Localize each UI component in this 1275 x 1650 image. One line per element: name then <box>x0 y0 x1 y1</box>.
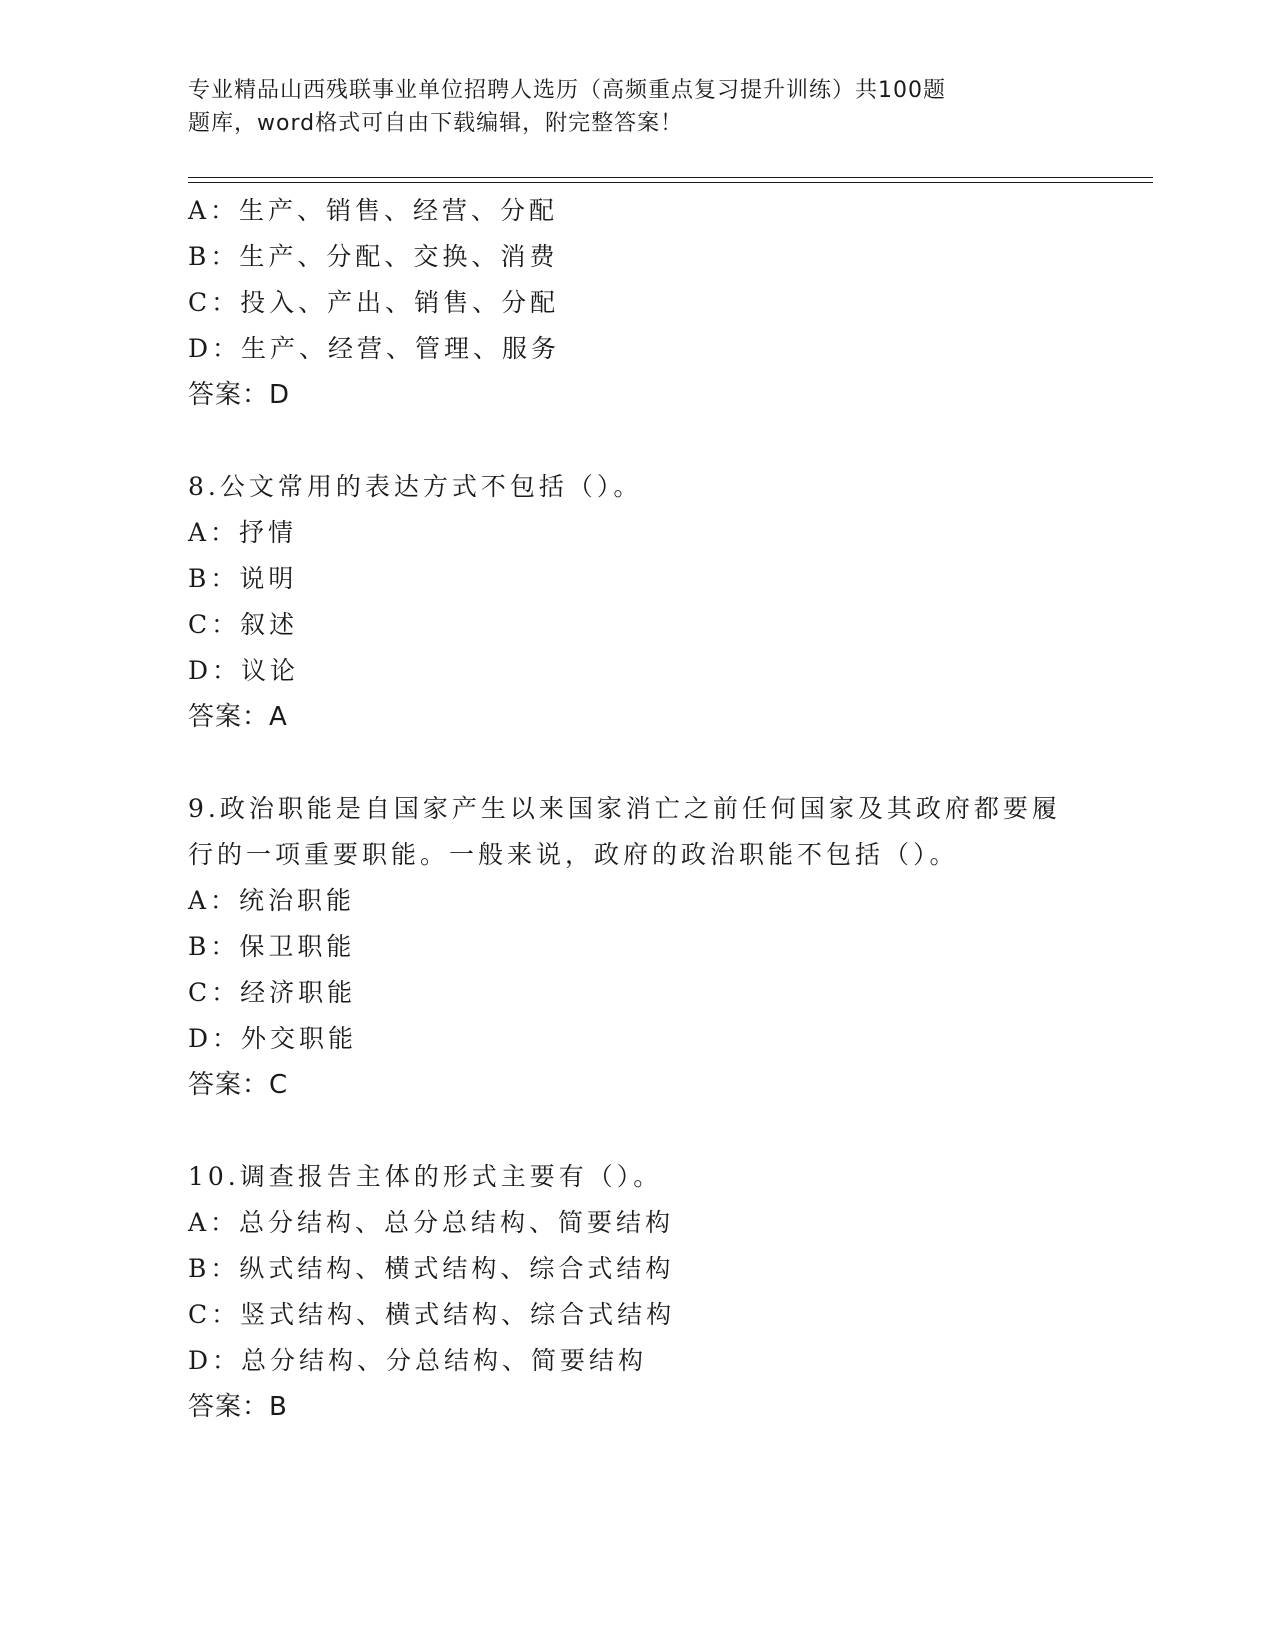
option-a: A：生产、销售、经营、分配 <box>188 196 559 225</box>
answer: 答案：A <box>188 702 288 732</box>
option-b: B：生产、分配、交换、消费 <box>188 242 559 271</box>
option-a: A：总分结构、总分总结构、简要结构 <box>188 1208 675 1237</box>
question-text: 10.调查报告主体的形式主要有（）。 <box>188 1162 663 1191</box>
option-b: B：说明 <box>188 564 298 593</box>
option-b: B：保卫职能 <box>188 932 356 961</box>
question-text: 8.公文常用的表达方式不包括（）。 <box>188 472 643 501</box>
option-a: A：统治职能 <box>188 886 356 915</box>
option-c: C：叙述 <box>188 610 299 639</box>
option-d: D：总分结构、分总结构、简要结构 <box>188 1346 648 1375</box>
question-list <box>188 188 1088 1430</box>
spacer <box>188 740 1088 786</box>
header-line-1: 专业精品山西残联事业单位招聘人选历（高频重点复习提升训练）共100题 <box>188 78 946 103</box>
option-d: D：外交职能 <box>188 1024 358 1053</box>
option-c: C：经济职能 <box>188 978 357 1007</box>
spacer <box>188 418 1088 464</box>
header-line-2: 题库，word格式可自由下载编辑，附完整答案！ <box>188 111 684 136</box>
header-divider-bottom <box>188 182 1153 183</box>
question-10 <box>188 1154 1088 1430</box>
spacer <box>188 1108 1088 1154</box>
option-a: A：抒情 <box>188 518 298 547</box>
answer: 答案：C <box>188 1070 289 1100</box>
document-header <box>188 74 1048 140</box>
question-8 <box>188 464 1088 740</box>
question-text: 9.政治职能是自国家产生以来国家消亡之前任何国家及其政府都要履行的一项重要职能。一般来说，政府的政治职能不包括（）。 <box>188 794 1061 869</box>
option-c: C：投入、产出、销售、分配 <box>188 288 560 317</box>
question-7 <box>188 188 1088 418</box>
answer: 答案：B <box>188 1392 288 1422</box>
option-c: C：竖式结构、横式结构、综合式结构 <box>188 1300 676 1329</box>
header-divider-top <box>188 177 1153 178</box>
option-b: B：纵式结构、横式结构、综合式结构 <box>188 1254 675 1283</box>
question-9 <box>188 786 1088 1108</box>
option-d: D：生产、经营、管理、服务 <box>188 334 561 363</box>
option-d: D：议论 <box>188 656 300 685</box>
answer: 答案：D <box>188 380 291 410</box>
